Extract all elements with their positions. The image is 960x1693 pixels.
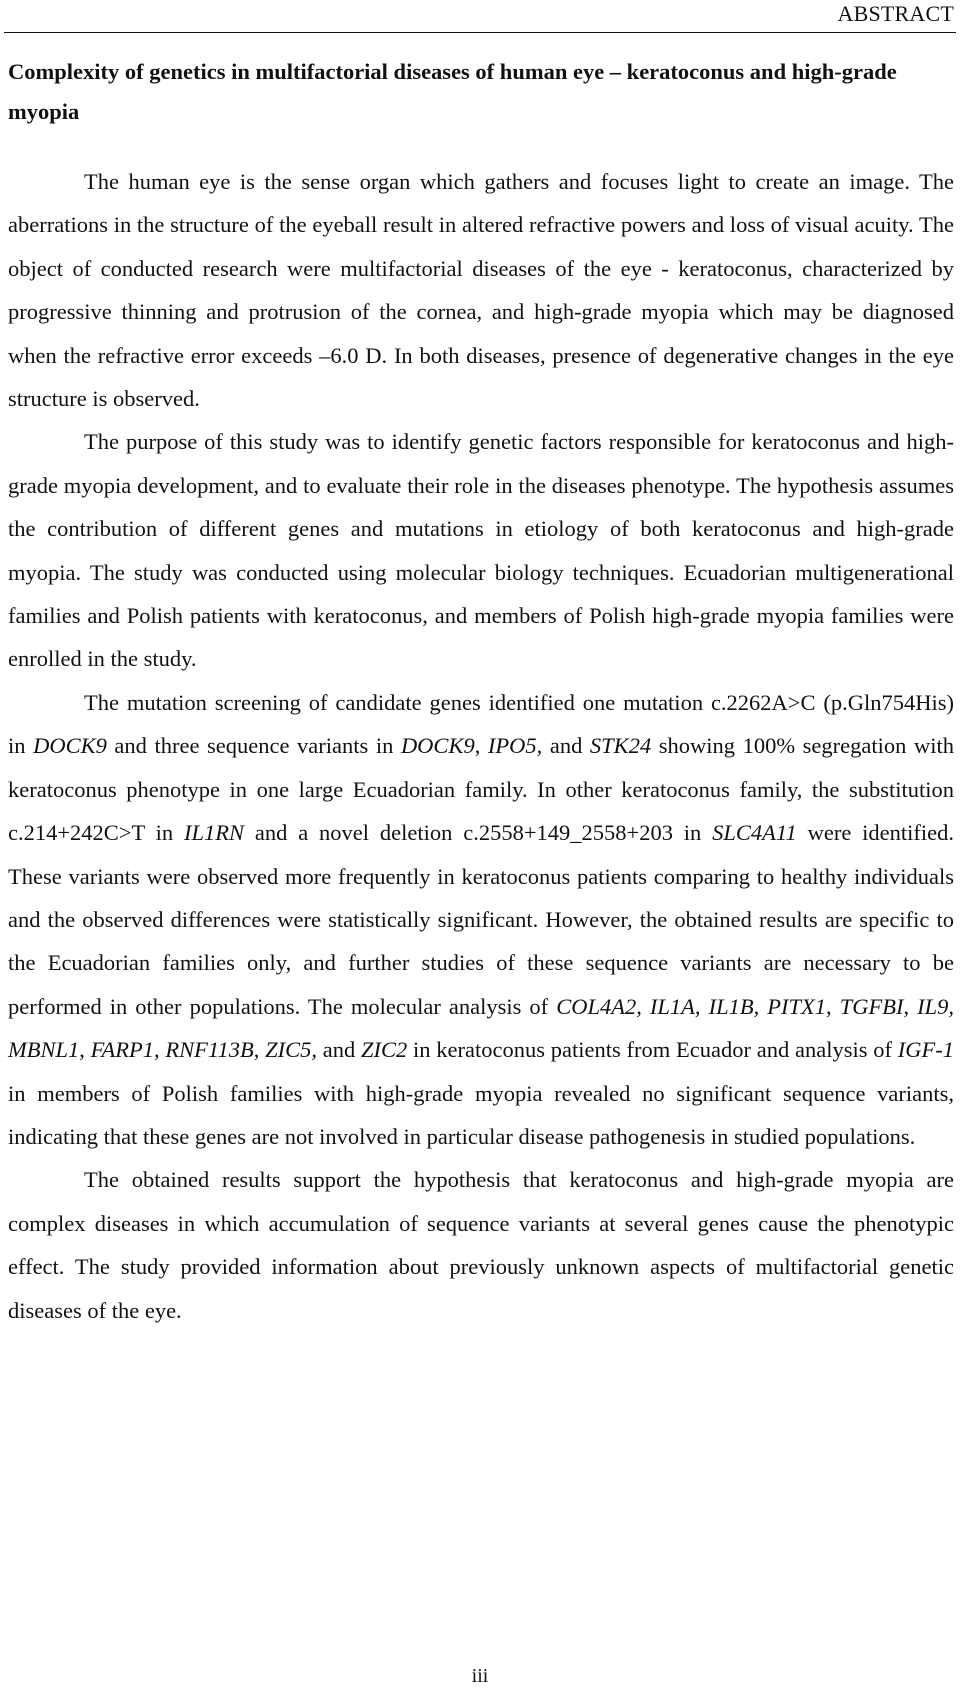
gene-name: ZIC2	[361, 1037, 408, 1063]
paragraph-text: ,	[153, 1037, 166, 1063]
gene-name: FARP1	[90, 1037, 154, 1063]
paragraph-text: ,	[826, 993, 840, 1019]
paragraph-text: in keratoconus patients from Ecuador and analysis of	[407, 1037, 898, 1063]
abstract-paragraph-4	[8, 1158, 954, 1332]
abstract-paragraph-2	[8, 420, 954, 680]
gene-name: TGFBI	[839, 993, 904, 1019]
paragraph-text: ,	[474, 733, 488, 759]
gene-name: IL1RN	[184, 820, 245, 846]
gene-name: ZIC5,	[265, 1037, 317, 1063]
abstract-paragraph-3	[8, 681, 954, 1158]
abstract-title: Complexity of genetics in multifactorial diseases of human eye – keratoconus and high-grade myopia	[8, 59, 897, 124]
gene-name: IPO5,	[487, 733, 543, 759]
paragraph-text: ,	[79, 1037, 91, 1063]
paragraph-text: and three sequence variants in	[106, 733, 401, 759]
gene-name: COL4A2, IL1A, IL1B, PITX1	[556, 993, 826, 1019]
main-content	[8, 52, 954, 1332]
paragraph-text: The purpose of this study was to identify genetic factors responsible for keratoconus and high-grade myopia development, and to evaluate their role in the diseases phenotype. The hypothesis assumes the contribution of different genes and mutations in etiology of both keratoconus and high-grade myopia. The study was conducted using molecular biology techniques. Ecuadorian multigenerational families and Polish patients with keratoconus, and members of Polish high-grade myopia families were enrolled in the study.	[8, 429, 954, 672]
paragraph-text: in members of Polish families with high-grade myopia revealed no significant sequence variants, indicating that these genes are not involved in particular disease pathogenesis in studied populations.	[8, 1080, 954, 1149]
abstract-paragraph-1	[8, 160, 954, 420]
gene-name: IL9, MBNL1	[8, 993, 955, 1063]
paragraph-text: The human eye is the sense organ which gathers and focuses light to create an image. The aberrations in the structure of the eyeball result in altered refractive powers and loss of visual acuity. The object of conducted research were multifactorial diseases of the eye - keratoconus, characterized by progressive thinning and protrusion of the cornea, and high-grade myopia which may be diagnosed when the refractive error exceeds –6.0 D. In both diseases, presence of degenerative changes in the eye structure is observed.	[8, 169, 954, 412]
gene-name: DOCK9	[400, 733, 475, 759]
gene-name: DOCK9	[33, 733, 107, 759]
gene-name: IGF-1	[897, 1037, 954, 1063]
paragraph-text: and	[542, 733, 590, 759]
paragraph-text: The obtained results support the hypothesis that keratoconus and high-grade myopia are complex diseases in which accumulation of sequence variants at several genes cause the phenotypic effect. The study provided information about previously unknown aspects of multifactorial genetic diseases of the eye.	[8, 1167, 954, 1323]
paragraph-text: ,	[903, 993, 918, 1019]
running-header: ABSTRACT	[837, 1, 954, 26]
gene-name: SLC4A11	[712, 820, 797, 846]
header-divider	[4, 32, 956, 33]
abstract-body	[8, 160, 954, 1332]
page-number: iii	[471, 1665, 489, 1687]
paragraph-text: were identified. These variants were observed more frequently in keratoconus patients comparing to healthy individuals and the observed differences were statistically significant. However, the obtained results are specific to the Ecuadorian families only, and further studies of these sequence variants are necessary to be performed in other populations. The molecular analysis of	[8, 820, 954, 1019]
paragraph-text: ,	[253, 1037, 266, 1063]
paragraph-text: The mutation screening of candidate genes identified one mutation c.2262A>C (p.Gln754His) in	[8, 689, 954, 759]
paragraph-text: and	[316, 1037, 361, 1063]
gene-name: STK24	[589, 733, 652, 759]
gene-name: RNF113B	[165, 1037, 254, 1063]
paragraph-text: and a novel deletion c.2558+149_2558+203 in	[244, 820, 713, 846]
paragraph-text: showing 100% segregation with keratoconus phenotype in one large Ecuadorian family. In other keratoconus family, the substitution c.214+242C>T in	[8, 733, 954, 846]
